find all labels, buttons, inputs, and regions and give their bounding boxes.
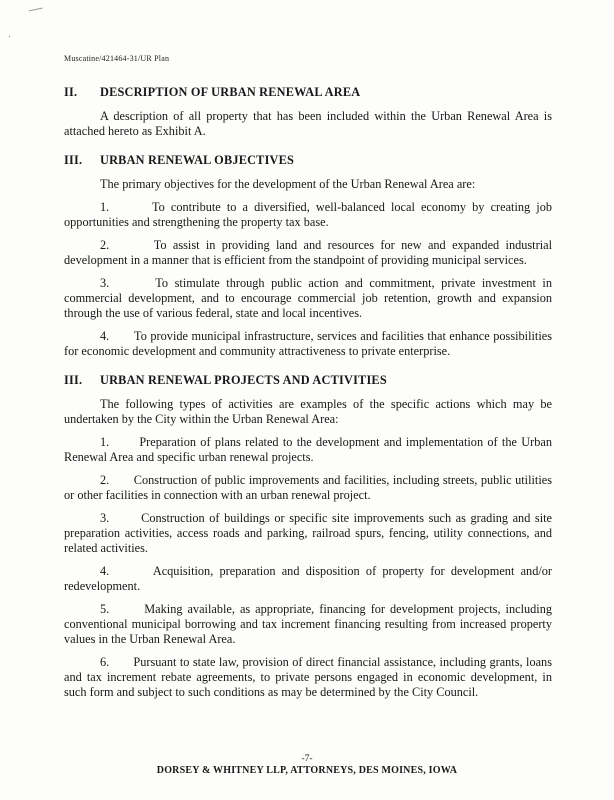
numbered-paragraph: 6. Pursuant to state law, provision of direct financial assistance, including grants, loans and tax increment rebate agreements, to private persons engaged in economic development, in such form and subject to such conditions as may be determined by the City Council. [64, 655, 552, 699]
pencil-mark [27, 1, 42, 12]
numbered-paragraph: 3. To stimulate through public action and commitment, private investment in commercial development, and to encourage commercial job retention, growth and expansion through the use of various federal, state and local incentives. [64, 276, 552, 320]
section-number: II. [64, 85, 78, 99]
section-heading-description [64, 85, 552, 100]
section-title: URBAN RENEWAL PROJECTS AND ACTIVITIES [100, 373, 387, 387]
scan-speck: . [8, 28, 11, 40]
paragraph: The following types of activities are examples of the specific actions which may be undertaken by the City within the Urban Renewal Area: [64, 397, 552, 426]
page-number: -7- [301, 754, 313, 764]
paragraph: A description of all property that has been included within the Urban Renewal Area is attached hereto as Exhibit A. [64, 109, 552, 138]
page-footer [0, 754, 614, 776]
numbered-paragraph: 2. To assist in providing land and resources for new and expanded industrial development in a manner that is efficient from the standpoint of providing municipal services. [64, 238, 552, 267]
section-number: III. [64, 373, 83, 387]
section-heading-objectives [64, 153, 552, 168]
file-reference: Muscatine/421464-31/UR Plan [64, 54, 170, 63]
numbered-paragraph: 1. To contribute to a diversified, well-balanced local economy by creating job opportunities and strengthening the property tax base. [64, 200, 552, 229]
numbered-paragraph: 1. Preparation of plans related to the development and implementation of the Urban Renewal Area and specific urban renewal projects. [64, 435, 552, 464]
section-title: DESCRIPTION OF URBAN RENEWAL AREA [100, 85, 361, 99]
section-title: URBAN RENEWAL OBJECTIVES [100, 153, 295, 167]
section-number: III. [64, 153, 83, 167]
numbered-paragraph: 4. To provide municipal infrastructure, services and facilities that enhance possibilities for economic development and community attractiveness to private enterprise. [64, 329, 552, 358]
law-firm-line: DORSEY & WHITNEY LLP, ATTORNEYS, DES MOINES, IOWA [156, 765, 458, 776]
numbered-paragraph: 5. Making available, as appropriate, financing for development projects, including conventional municipal borrowing and tax increment financing resulting from increased property values in the Urban Renewal Area. [64, 602, 552, 646]
section-heading-projects [64, 373, 552, 388]
document-body [64, 85, 552, 700]
numbered-paragraph: 4. Acquisition, preparation and disposition of property for development and/or redevelopment. [64, 564, 552, 593]
numbered-paragraph: 2. Construction of public improvements and facilities, including streets, public utilities or other facilities in connection with an urban renewal project. [64, 473, 552, 502]
numbered-paragraph: 3. Construction of buildings or specific site improvements such as grading and site preparation activities, access roads and parking, railroad spurs, fencing, utility connections, and related activities. [64, 511, 552, 555]
paragraph: The primary objectives for the development of the Urban Renewal Area are: [100, 177, 476, 191]
